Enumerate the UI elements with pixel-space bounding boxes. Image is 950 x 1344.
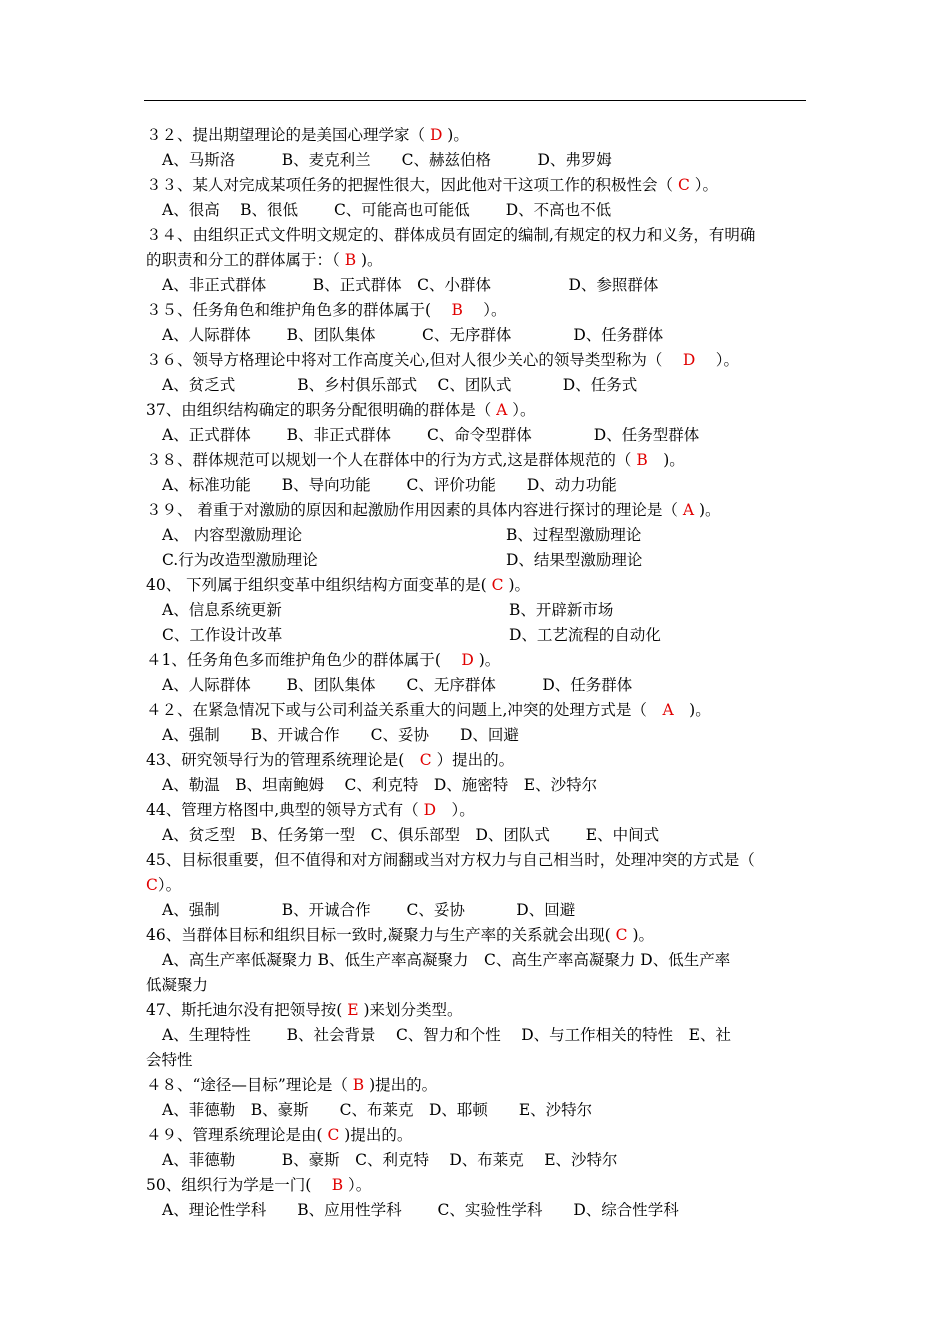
- answer-mark: C: [491, 576, 504, 594]
- answer-mark: E: [347, 1001, 359, 1019]
- text-run: ）。: [695, 351, 739, 369]
- answer-mark: D: [423, 801, 437, 819]
- text-line: [162, 475, 617, 495]
- text-line: [146, 750, 514, 770]
- text-line: [146, 850, 755, 870]
- answer-mark: A: [496, 401, 508, 419]
- text-line: [509, 600, 613, 620]
- text-line: [146, 925, 654, 945]
- text-run: D、结果型激励理论: [506, 551, 643, 569]
- text-run: ３６、领导方格理论中将对工作高度关心,但对人很少关心的领导类型称为（: [146, 351, 683, 369]
- text-run: 46、当群体目标和组织目标一致时,凝聚力与生产率的关系就会出现(: [146, 926, 616, 944]
- answer-mark: C: [677, 176, 690, 194]
- answer-mark: C: [419, 751, 432, 769]
- answer-mark: A: [682, 501, 695, 519]
- text-line: [146, 400, 536, 420]
- text-run: ３９、 着重于对激励的原因和起激励作用因素的具体内容进行探讨的理论是（: [146, 501, 683, 519]
- text-run: A、人际群体 B、团队集体 C、无序群体 D、任务群体: [162, 326, 664, 344]
- text-run: 40、 下列属于组织变革中组织结构方面变革的是(: [146, 576, 492, 594]
- text-run: ４1、任务角色多而维护角色少的群体属于(: [146, 651, 462, 669]
- text-run: ）。: [436, 801, 475, 819]
- text-run: A、强制 B、开诚合作 C、妥协 D、回避: [162, 901, 576, 919]
- text-line: [162, 275, 658, 295]
- text-run: 37、由组织结构确定的职务分配很明确的群体是（: [146, 401, 497, 419]
- answer-mark: B: [331, 1176, 344, 1194]
- text-run: ４８、“途径—目标”理论是（: [146, 1076, 353, 1094]
- text-line: [162, 625, 282, 645]
- answer-mark: D: [682, 351, 696, 369]
- answer-mark: B: [352, 1076, 365, 1094]
- text-run: A、菲德勒 B、豪斯 C、利克特 D、布莱克 E、沙特尔: [162, 1151, 618, 1169]
- text-run: ）。: [462, 301, 507, 319]
- text-run: A、勒温 B、坦南鲍姆 C、利克特 D、施密特 E、沙特尔: [162, 776, 598, 794]
- answer-mark: B: [636, 451, 648, 469]
- text-run: 会特性: [146, 1051, 193, 1069]
- text-run: A、人际群体 B、团队集体 C、无序群体 D、任务群体: [162, 676, 633, 694]
- text-line: [162, 550, 318, 570]
- text-run: ）。: [157, 876, 182, 894]
- text-run: 低凝聚力: [146, 976, 209, 994]
- text-run: A、很高 B、很低 C、可能高也可能低 D、不高也不低: [162, 201, 612, 219]
- text-run: A、高生产率低凝聚力 B、低生产率高凝聚力 C、高生产率高凝聚力 D、低生产率: [162, 951, 731, 969]
- text-line: [146, 1050, 193, 1070]
- text-line: [162, 1150, 618, 1170]
- text-line: [146, 125, 469, 145]
- text-run: 47、斯托迪尔没有把领导按(: [146, 1001, 348, 1019]
- text-line: [146, 250, 383, 270]
- header-rule: [144, 100, 806, 101]
- text-line: [162, 900, 575, 920]
- text-run: A、 内容型激励理论: [162, 526, 303, 544]
- text-line: [162, 1100, 592, 1120]
- text-line: [146, 1075, 437, 1095]
- text-line: [506, 550, 642, 570]
- text-run: A、贫乏式 B、乡村俱乐部式 C、团队式 D、任务式: [162, 376, 638, 394]
- text-run: )。: [627, 926, 654, 944]
- text-run: A、正式群体 B、非正式群体 C、命令型群体 D、任务型群体: [162, 426, 700, 444]
- text-line: [162, 1200, 679, 1220]
- answer-mark: D: [429, 126, 443, 144]
- text-run: 的职责和分工的群体属于：（: [146, 251, 345, 269]
- text-line: [146, 1125, 412, 1145]
- text-run: )。: [673, 701, 711, 719]
- text-line: [146, 500, 721, 520]
- text-run: )来划分类型。: [358, 1001, 463, 1019]
- text-line: [146, 700, 711, 720]
- text-run: )。: [694, 501, 721, 519]
- answer-mark: B: [451, 301, 463, 319]
- text-run: A、非正式群体 B、正式群体 C、小群体 D、参照群体: [162, 276, 659, 294]
- text-run: A、生理特性 B、社会背景 C、智力和个性 D、与工作相关的特性 E、社: [162, 1026, 731, 1044]
- text-line: [162, 775, 597, 795]
- text-run: ）。: [343, 1176, 372, 1194]
- text-line: [146, 800, 475, 820]
- text-run: )。: [442, 126, 469, 144]
- text-line: [162, 600, 282, 620]
- text-run: )提出的。: [364, 1076, 438, 1094]
- text-line: [146, 875, 181, 895]
- text-run: )提出的。: [339, 1126, 413, 1144]
- text-run: 50、组织行为学是一门(: [146, 1176, 332, 1194]
- text-run: D、工艺流程的自动化: [509, 626, 661, 644]
- text-run: B、开辟新市场: [509, 601, 614, 619]
- answer-mark: D: [461, 651, 474, 669]
- text-run: C、工作设计改革: [162, 626, 283, 644]
- text-line: [162, 150, 612, 170]
- text-line: [162, 825, 659, 845]
- text-line: [146, 300, 507, 320]
- text-line: [162, 375, 637, 395]
- text-line: [146, 350, 739, 370]
- text-line: [509, 625, 661, 645]
- text-line: [146, 650, 500, 670]
- text-run: )。: [503, 576, 530, 594]
- text-run: 43、研究领导行为的管理系统理论是(: [146, 751, 420, 769]
- answer-mark: C: [327, 1126, 340, 1144]
- text-run: 45、目标很重要，但不值得和对方闹翻或当对方权力与自己相当时，处理冲突的方式是（: [146, 851, 755, 869]
- text-line: [162, 1025, 731, 1045]
- text-run: ４９、管理系统理论是由(: [146, 1126, 328, 1144]
- text-run: C.行为改造型激励理论: [162, 551, 318, 569]
- text-line: [146, 975, 208, 995]
- text-run: B、过程型激励理论: [506, 526, 642, 544]
- answer-mark: C: [146, 876, 158, 894]
- text-run: )。: [356, 251, 383, 269]
- text-line: [162, 725, 519, 745]
- text-run: )。: [647, 451, 685, 469]
- text-line: [146, 1000, 463, 1020]
- text-line: [146, 225, 755, 245]
- text-run: ３３、某人对完成某项任务的把握性很大，因此他对干这项工作的积极性会（: [146, 176, 678, 194]
- answer-mark: C: [615, 926, 628, 944]
- text-line: [162, 200, 611, 220]
- text-line: [162, 325, 663, 345]
- text-line: [162, 675, 632, 695]
- text-run: A、强制 B、开诚合作 C、妥协 D、回避: [162, 726, 519, 744]
- text-run: ）提出的。: [431, 751, 515, 769]
- text-run: ）。: [689, 176, 718, 194]
- text-run: )。: [473, 651, 501, 669]
- text-line: [506, 525, 641, 545]
- text-run: 44、管理方格图中,典型的领导方式有（: [146, 801, 424, 819]
- text-run: A、理论性学科 B、应用性学科 C、实验性学科 D、综合性学科: [162, 1201, 679, 1219]
- text-line: [146, 575, 530, 595]
- text-line: [146, 175, 718, 195]
- text-run: A、马斯洛 B、麦克利兰 C、赫兹伯格 D、弗罗姆: [162, 151, 612, 169]
- text-run: A、贫乏型 B、任务第一型 C、俱乐部型 D、团队式 E、中间式: [162, 826, 660, 844]
- text-run: A、标准功能 B、导向功能 C、评价功能 D、动力功能: [162, 476, 617, 494]
- text-line: [162, 950, 730, 970]
- text-run: A、菲德勒 B、豪斯 C、布莱克 D、耶顿 E、沙特尔: [162, 1101, 593, 1119]
- text-run: ３８、群体规范可以规划一个人在群体中的行为方式,这是群体规范的（: [146, 451, 637, 469]
- text-line: [146, 1175, 371, 1195]
- text-run: ４２、在紧急情况下或与公司利益关系重大的问题上,冲突的处理方式是（: [146, 701, 663, 719]
- answer-mark: B: [344, 251, 357, 269]
- text-line: [146, 450, 685, 470]
- text-run: ）。: [507, 401, 536, 419]
- answer-mark: A: [662, 701, 674, 719]
- text-line: [162, 525, 302, 545]
- text-line: [162, 425, 699, 445]
- text-run: A、信息系统更新: [162, 601, 282, 619]
- text-run: ３２、提出期望理论的是美国心理学家（: [146, 126, 430, 144]
- text-run: ３５、任务角色和维护角色多的群体属于(: [146, 301, 452, 319]
- text-run: ３４、由组织正式文件明文规定的、群体成员有固定的编制,有规定的权力和义务，有明确: [146, 226, 756, 244]
